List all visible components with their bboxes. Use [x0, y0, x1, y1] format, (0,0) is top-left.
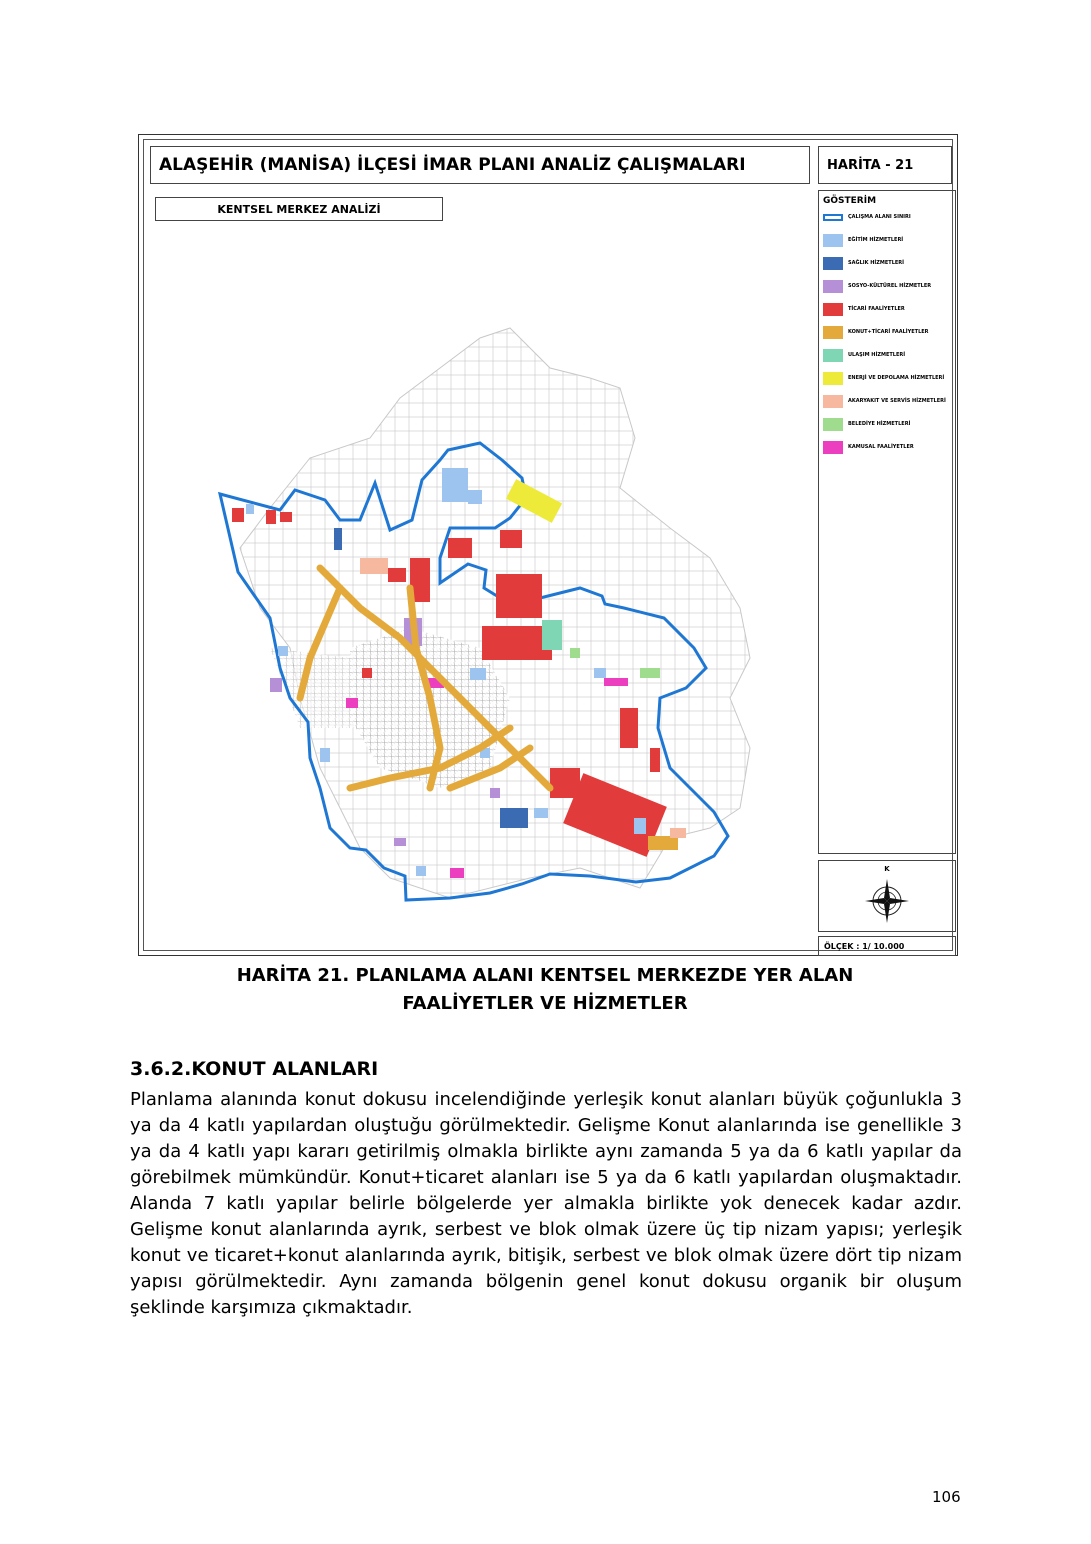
legend-swatch — [823, 349, 843, 362]
map-code: HARİTA - 21 — [818, 146, 952, 184]
map-figure — [138, 134, 958, 956]
legend-label: SAĞLIK HİZMETLERİ — [848, 260, 905, 266]
legend-swatch — [823, 234, 843, 247]
legend-item — [823, 439, 914, 455]
map-subtitle: KENTSEL MERKEZ ANALİZİ — [155, 197, 443, 221]
map-title: ALAŞEHİR (MANİSA) İLÇESİ İMAR PLANI ANALİZ ÇALIŞMALARI — [150, 146, 810, 184]
legend-swatch — [823, 395, 843, 408]
map-inner-frame — [143, 139, 953, 951]
compass-box — [818, 860, 956, 932]
section-heading: 3.6.2.KONUT ALANLARI — [130, 1058, 379, 1080]
map-area — [150, 228, 812, 954]
legend-label: EĞİTİM HİZMETLERİ — [848, 237, 904, 243]
legend-swatch — [823, 326, 843, 339]
north-label: K — [884, 865, 890, 873]
legend-item — [823, 347, 905, 363]
north-arrow-icon — [819, 861, 955, 931]
legend-item — [823, 416, 910, 432]
legend-label: AKARYAKIT VE SERVİS HİZMETLERİ — [848, 398, 946, 404]
legend-item — [823, 301, 905, 317]
legend-label: KAMUSAL FAALİYETLER — [848, 444, 914, 450]
legend-item — [823, 232, 903, 248]
body-paragraph: Planlama alanında konut dokusu incelendiğinde yerleşik konut alanları büyük çoğunlukla 3 ya da 4 katlı yapılardan oluştuğu görülmektedir. Gelişme Konut alanlarında ise genellikle 3 ya da 4 katlı yapı kararı getirilmiş olmakla birlikte aynı zamanda 5 ya da 6 katlı yapılar da görebilmek mümkündür. Konut+ticaret alanları ise 5 ya da 6 katlı yapılardan oluşmaktadır. Alanda 7 katlı yapılar belirle bölgelerde yer almakla birlikte yok denecek kadar azdır. Gelişme konut alanlarında ayrık, serbest ve blok olmak üzere üç tip nizam yapısı; yerleşik konut ve ticaret+konut alanlarında ayrık, bitişik, serbest ve blok olmak üzere dört tip nizam yapısı görülmektedir. Aynı zamanda bölgenin genel konut dokusu organik bir oluşum şeklinde karşımıza çıkmaktadır. — [130, 1089, 962, 1318]
map-scale: ÖLÇEK : 1/ 10.000 — [818, 936, 956, 956]
city-map-image — [150, 228, 812, 954]
legend-label: KONUT+TİCARİ FAALİYETLER — [848, 329, 929, 335]
legend-swatch — [823, 280, 843, 293]
legend-item — [823, 255, 904, 271]
page-number: 106 — [932, 1488, 961, 1506]
legend-label: ENERJİ VE DEPOLAMA HİZMETLERİ — [848, 375, 945, 381]
legend-swatch — [823, 372, 843, 385]
legend-item — [823, 209, 911, 225]
urban-fabric — [240, 328, 750, 898]
legend-swatch — [823, 214, 843, 221]
legend-item — [823, 370, 944, 386]
legend-swatch — [823, 257, 843, 270]
legend-label: ÇALIŞMA ALANI SINIRI — [848, 214, 911, 220]
legend-item — [823, 393, 946, 409]
legend-swatch — [823, 303, 843, 316]
legend-title: GÖSTERİM — [823, 196, 877, 206]
legend-label: ULAŞIM HİZMETLERİ — [848, 352, 906, 358]
legend-label: BELEDİYE HİZMETLERİ — [848, 421, 911, 427]
figure-caption-line-1: HARİTA 21. PLANLAMA ALANI KENTSEL MERKEZDE YER ALAN — [236, 965, 854, 986]
figure-caption-line-2: FAALİYETLER VE HİZMETLER — [402, 993, 688, 1014]
legend-label: SOSYO-KÜLTÜREL HİZMETLER — [848, 283, 932, 289]
legend-item — [823, 278, 931, 294]
legend-label: TİCARİ FAALİYETLER — [848, 306, 905, 312]
legend-item — [823, 324, 929, 340]
legend-swatch — [823, 418, 843, 431]
legend-swatch — [823, 441, 843, 454]
map-legend — [818, 190, 956, 854]
